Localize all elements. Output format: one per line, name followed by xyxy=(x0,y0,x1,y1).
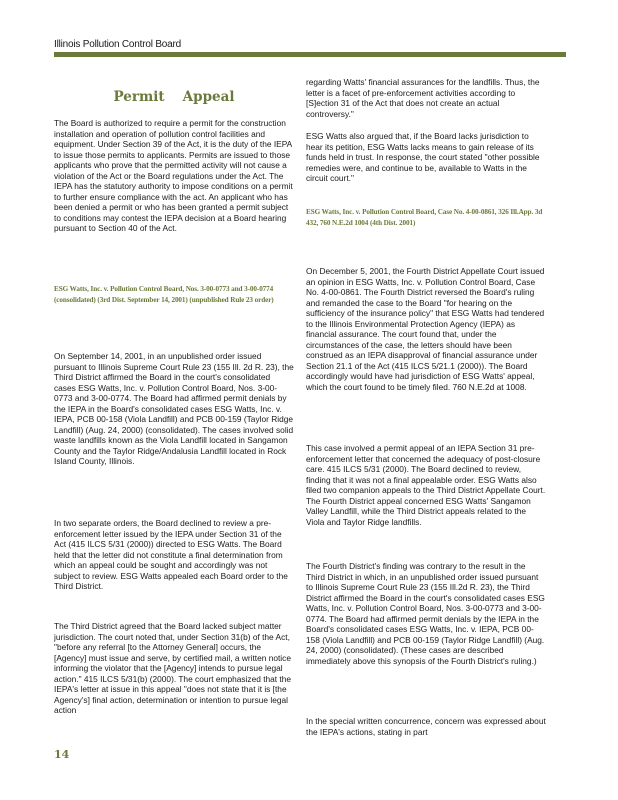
paragraph-september-ruling: On September 14, 2001, in an unpublished order issued pursuant to Illinois Supreme Court Rule 23 (155 Ill. 2d R. 23), the Third District affirmed the Board in the court's consolidated cases ESG Watts, Inc. v. Pollution Control Board, Nos. 3-00-0773 and 3-00-0774. The Board had affirmed permit denials by the IEPA in the Board's consolidated cases ESG Watts, Inc. v. IEPA, PCB 00-158 (Viola Landfill) and PCB 00-159 (Taylor Ridge Landfill) (Aug. 24, 2000) (consolidated). The cases involved solid waste landfills known as the Viola Landfill located in Sangamon County and the Taylor Ridge/Andalusia Landfill located in Rock Island County, Illinois. xyxy=(54,351,294,467)
section-title xyxy=(54,89,294,105)
page-number: 14 xyxy=(54,748,70,761)
paragraph-third-district-agreed: The Third District agreed that the Board lacked subject matter jurisdiction. The court noted that, under Section 31(b) of the Act, "before any referral [to the Attorney General] occurs, the [Agency] must issue and serve, by certified mail, a written notice informing the violator that the [Agency] intends to pursue legal action." 415 ILCS 5/31(b) (2000). The court emphasized that the IEPA's letter at issue in this appeal "does not state that it is [the Agency's] final action, determination or intention to pursue legal action xyxy=(54,621,292,716)
paragraph-case-involved: This case involved a permit appeal of an IEPA Section 31 pre-enforcement letter that concerned the adequacy of post-closure care. 415 ILCS 5/31 (2000). The Board declined to review, finding that it was not a final appealable order. ESG Watts also filed two companion appeals to the Third District Appellate Court. The Fourth District appeal concerned ESG Watts' Sangamon Valley Landfill, while the Third District appeals related to the Viola and Taylor Ridge landfills. xyxy=(306,443,546,527)
running-head: Illinois Pollution Control Board xyxy=(54,39,182,50)
paragraph-december-ruling: On December 5, 2001, the Fourth District Appellate Court issued an opinion in ESG Watts, Inc. v. Pollution Control Board, Case No. 4-00-0861. The Fourth District reversed the Board's ruling and remanded the case to the Board "for hearing on the sufficiency of the insurance policy" that ESG Watts had tendered to the Illinois Environmental Protection Agency (IEPA) as financial assurance. The court found that, under the circumstances of the case, the letters should have been construed as an IEPA disapproval of financial assurance under Section 21.1 of the Act (415 ILCS 5/21.1 (2000)). The Board accordingly would have had jurisdiction of ESG Watts' appeal, which the court found to be timely filed. 760 N.E.2d at 1008. xyxy=(306,266,545,393)
paragraph-special-concurrence: In the special written concurrence, concern was expressed about the IEPA's actions, stating in part xyxy=(306,716,546,737)
case-citation-fourth-district: ESG Watts, Inc. v. Pollution Control Board, Case No. 4-00-0861, 326 Ill.App. 3d 432, 760 N.E.2d 1004 (4th Dist. 2001) xyxy=(306,208,543,227)
intro-paragraph: The Board is authorized to require a permit for the construction installation and operation of pollution control facilities and equipment. Under Section 39 of the Act, it is the duty of the IEPA to issue those permits to applicants. Permits are issued to those applicants who prove that the permitted activity will not cause a violation of the Act or the Board regulations under the Act. The IEPA has the statutory authority to impose conditions on a permit to further ensure compliance with the act. An applicant who has been denied a permit or who has been granted a permit subject to conditions may contest the IEPA decision at a Board hearing pursuant to Section 40 of the Act. xyxy=(54,118,293,234)
paragraph-financial-assurances: regarding Watts' financial assurances for the landfills. Thus, the letter is a facet of pre-enforcement activities according to [S]ection 31 of the Act that does not create an actual controversy." xyxy=(306,77,540,119)
header-rule xyxy=(54,52,566,57)
section-title-word-2: Appeal xyxy=(182,89,235,105)
paragraph-fourth-district-finding: The Fourth District's finding was contrary to the result in the Third District in which, in an unpublished order issued pursuant to Illinois Supreme Court Rule 23 (155 Ill.2d R. 23), the Third District affirmed the Board in the court's consolidated cases ESG Watts, Inc. v. Pollution Control Board, Nos. 3-00-0773 and 3-00-0774. The Board had affirmed permit denials by the IEPA in the Board's consolidated cases ESG Watts, Inc. v. IEPA, PCB 00-158 (Viola Landfill) and PCB 00-159 (Taylor Ridge Landfill) (Aug. 24, 2000) (consolidated). (These cases are described immediately above this synopsis of the Fourth District's ruling.) xyxy=(306,561,545,666)
paragraph-two-orders: In two separate orders, the Board declined to review a pre-enforcement letter issued by the IEPA under Section 31 of the Act (415 ILCS 5/31 (2000)) directed to ESG Watts. The Board held that the letter did not constitute a final determination from which an appeal could be sought and accordingly was not subject to review. ESG Watts appealed each Board order to the Third District. xyxy=(54,518,288,592)
paragraph-esg-argued: ESG Watts also argued that, if the Board lacks jurisdiction to hear its petition, ESG Watts lacks means to gain release of its funds held in trust. In response, the court stated "other possible remedies were, and continue to be, available to Watts in the circuit court." xyxy=(306,131,540,184)
case-citation-third-district: ESG Watts, Inc. v. Pollution Control Board, Nos. 3-00-0773 and 3-00-0774 (consolidated) (3rd Dist. September 14, 2001) (unpublished Rule 23 order) xyxy=(54,285,274,304)
section-title-word-1: Permit xyxy=(113,89,165,105)
